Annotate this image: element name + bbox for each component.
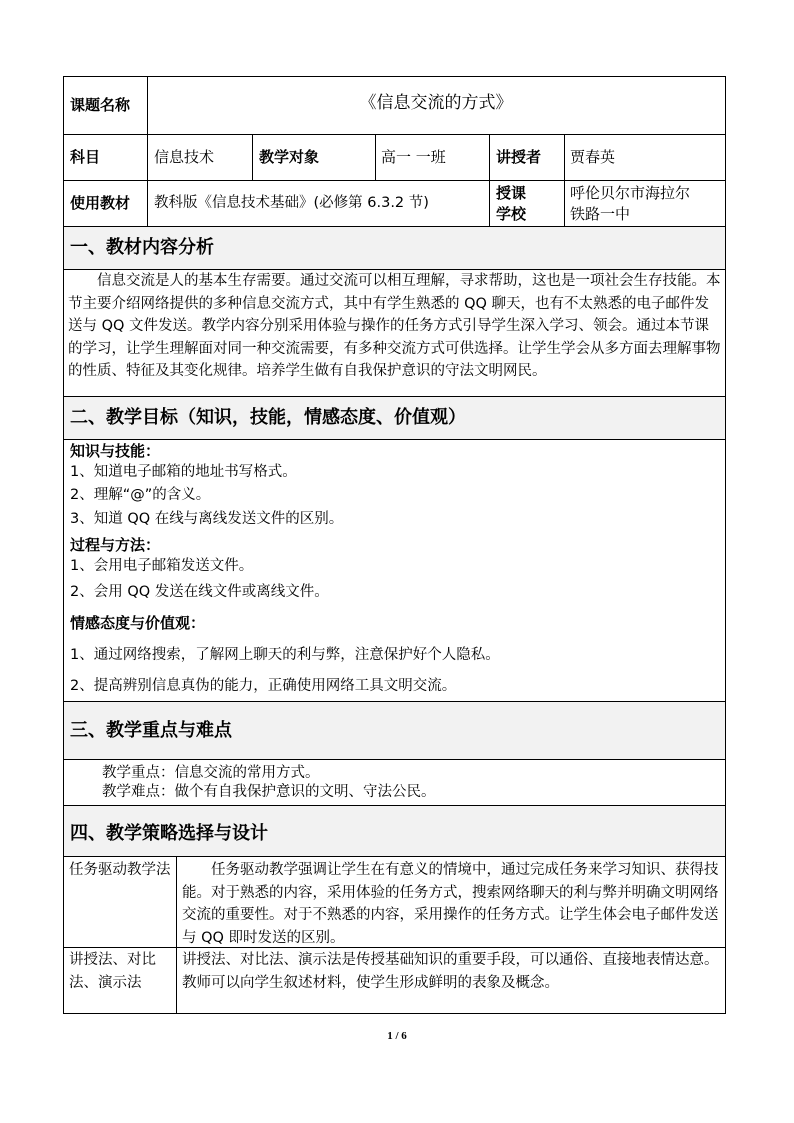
textbook-value: 教科版《信息技术基础》(必修第 6.3.2 节) (154, 195, 429, 211)
knowledge-title: 知识与技能： (70, 442, 161, 460)
grid-line (63, 134, 726, 135)
grid-line (252, 134, 253, 180)
grid-line (63, 76, 64, 1014)
grid-line (63, 226, 726, 227)
grid-line (63, 856, 726, 857)
grid-line (63, 439, 726, 440)
school-label-line2: 学校 (496, 205, 527, 223)
school-label-line1: 授课 (496, 184, 527, 202)
attitude-item: 1、通过网络搜索，了解网上聊天的利与弊，注意保护好个人隐私。 (70, 647, 500, 663)
attitude-title: 情感态度与价值观： (70, 614, 206, 632)
grid-line (176, 856, 177, 1014)
strategy-method: 讲授法、对比法、演示法 (69, 952, 156, 991)
grid-line (63, 1013, 726, 1014)
topic-label: 课题名称 (70, 96, 131, 114)
section1-body (68, 270, 722, 383)
textbook-label: 使用教材 (70, 194, 131, 212)
audience-label: 教学对象 (259, 148, 320, 166)
knowledge-item: 1、知道电子邮箱的地址书写格式。 (70, 464, 297, 480)
teacher-value: 贾春英 (570, 148, 616, 166)
strategy-description (182, 949, 722, 994)
attitude-item: 2、提高辨别信息真伪的能力，正确使用网络工具文明交流。 (70, 678, 457, 694)
grid-line (63, 805, 726, 806)
grid-line (489, 134, 490, 226)
strategy-method: 任务驱动教学法 (69, 862, 171, 878)
page-number: 1 / 6 (387, 1030, 407, 1042)
section4-title: 四、教学策略选择与设计 (70, 823, 268, 844)
section3-title: 三、教学重点与难点 (70, 720, 232, 741)
knowledge-item: 3、知道 QQ 在线与离线发送文件的区别。 (70, 511, 344, 527)
grid-line (375, 134, 376, 180)
process-item: 1、会用电子邮箱发送文件。 (70, 558, 254, 574)
grid-line (63, 701, 726, 702)
subject-value: 信息技术 (154, 148, 215, 166)
difficulty-point: 教学难点：做个有自我保护意识的文明、守法公民。 (102, 784, 436, 800)
knowledge-item: 2、理解“@”的含义。 (70, 487, 211, 503)
teacher-label: 讲授者 (496, 148, 542, 166)
section1-paragraph: 信息交流是人的基本生存需要。通过交流可以相互理解，寻求帮助，这也是一项社会生存技能。本节主要介绍网络提供的多种信息交流方式，其中有学生熟悉的 QQ 聊天，也有不太熟悉的电子邮件发送与 QQ 文件发送。教学内容分别采用体验与操作的任务方式引导学生深入学习、领会。通过本节课的学习，让学生理解面对同一种交流需要，有多种交流方式可供选择。让学生学会从多方面去理解事物的性质、特征及其变化规律。培养学生做有自我保护意识的守法文明网民。 (68, 273, 721, 379)
grid-line (63, 180, 726, 181)
grid-line (63, 76, 726, 77)
grid-line (564, 134, 565, 226)
school-value-line2: 铁路一中 (570, 205, 631, 223)
grid-line (725, 76, 726, 1014)
process-title: 过程与方法： (70, 536, 161, 554)
grid-line (63, 396, 726, 397)
section2-title: 二、教学目标（知识，技能，情感态度、价值观） (70, 407, 466, 428)
strategy-description (182, 859, 722, 949)
topic-title: 《信息交流的方式》 (359, 93, 513, 113)
process-item: 2、会用 QQ 发送在线文件或离线文件。 (70, 584, 329, 600)
section1-title: 一、教材内容分析 (70, 237, 214, 258)
school-value-line1: 呼伦贝尔市海拉尔 (570, 184, 691, 202)
strategy-description-text: 任务驱动教学强调让学生在有意义的情境中，通过完成任务来学习知识、获得技能。对于熟悉的内容，采用体验的任务方式，搜索网络聊天的利与弊并明确文明网络交流的重要性。对于不熟悉的内容，采用操作的任务方式。让学生体会电子邮件发送与 QQ 即时发送的区别。 (182, 862, 719, 946)
key-point: 教学重点：信息交流的常用方式。 (102, 765, 320, 781)
strategy-description-text: 讲授法、对比法、演示法是传授基础知识的重要手段，可以通俗、直接地表情达意。教师可以向学生叙述材料，使学生形成鲜明的表象及概念。 (182, 952, 719, 991)
grid-line (63, 759, 726, 760)
subject-label: 科目 (70, 148, 101, 166)
audience-value: 高一 一班 (381, 148, 446, 166)
